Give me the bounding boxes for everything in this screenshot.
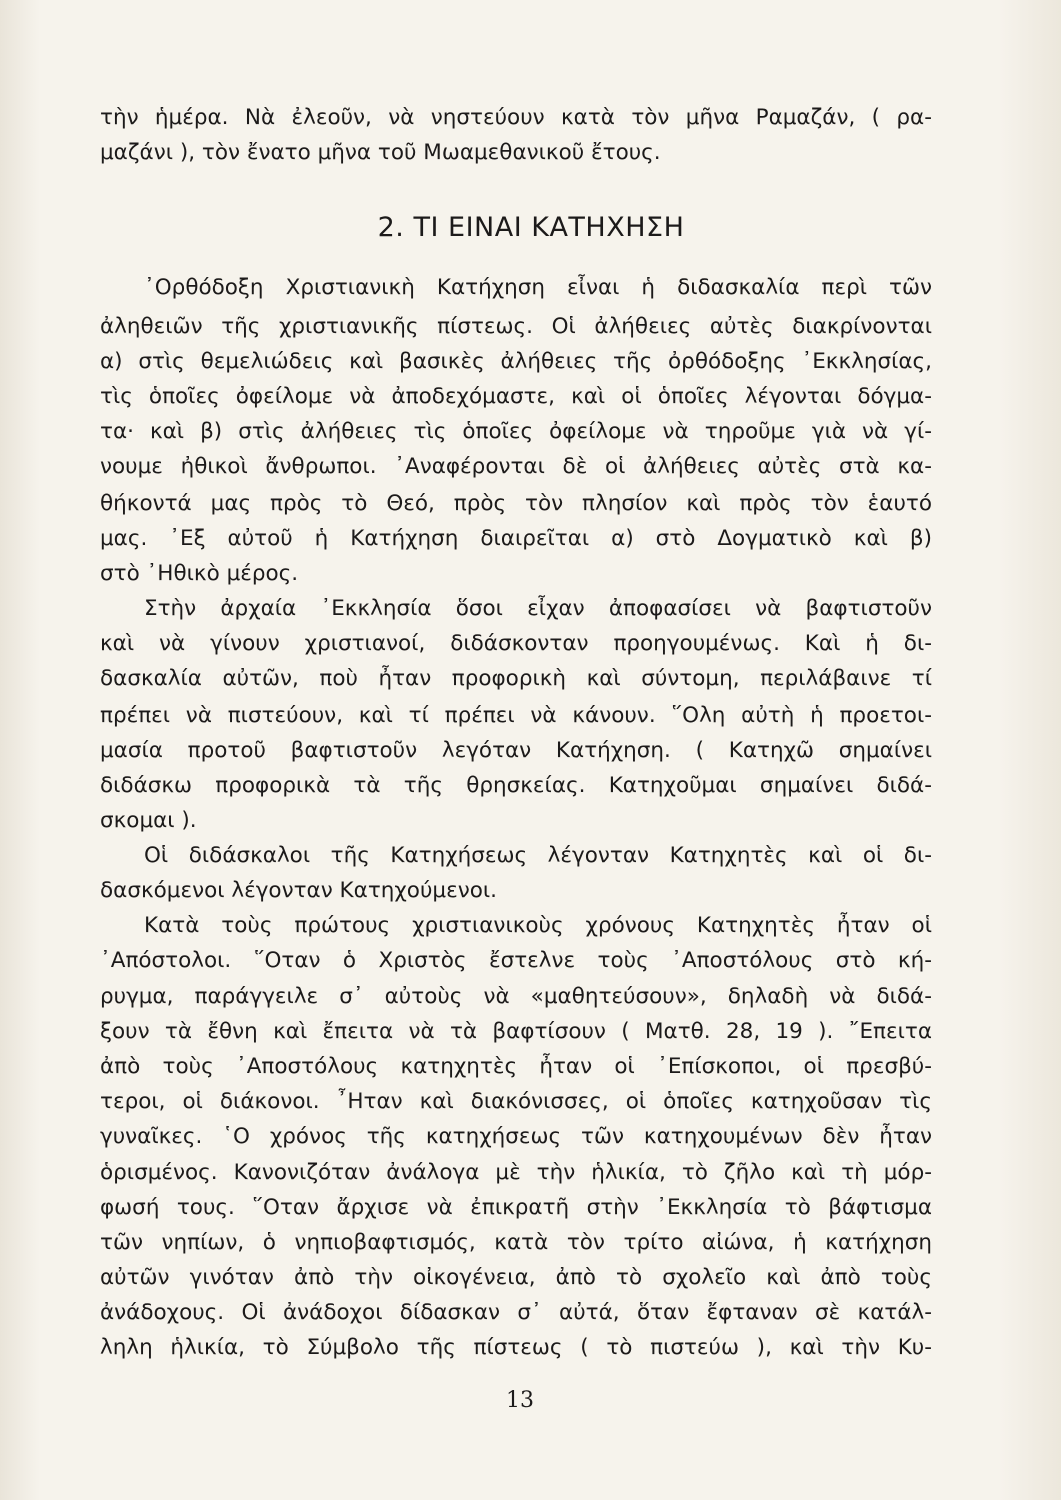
- text-line: αὐτῶν γινόταν ἀπὸ τὴν οἰκογένεια, ἀπὸ τὸ σχολεῖο καὶ ἀπὸ τοὺς: [100, 1265, 932, 1290]
- text-line: ἀνάδοχους. Οἱ ἀνάδοχοι δίδασκαν σ᾽ αὐτά, ὅταν ἔφταναν σὲ κατάλ-: [100, 1300, 932, 1325]
- text-line: μασία προτοῦ βαφτιστοῦν λεγόταν Κατήχηση. ( Κατηχῶ σημαίνει: [100, 738, 932, 763]
- text-line: φωσή τους. ῞Οταν ἄρχισε νὰ ἐπικρατῆ στὴν ᾽Εκκλησία τὸ βάφτισμα: [100, 1195, 932, 1220]
- text-line: πρέπει νὰ πιστεύουν, καὶ τί πρέπει νὰ κάνουν. ῞Ολη αὐτὴ ἡ προετοι-: [100, 703, 932, 728]
- text-line: θήκοντά μας πρὸς τὸ Θεό, πρὸς τὸν πλησίον καὶ πρὸς τὸν ἑαυτό: [100, 491, 932, 516]
- text-line: νουμε ἠθικοὶ ἄνθρωποι. ᾽Αναφέρονται δὲ οἱ ἀλήθειες αὐτὲς στὰ κα-: [100, 454, 932, 479]
- text-line: τῶν νηπίων, ὁ νηπιοβαφτισμός, κατὰ τὸν τρίτο αἰώνα, ἡ κατήχηση: [100, 1230, 932, 1255]
- text-line: τὶς ὁποῖες ὀφείλομε νὰ ἀποδεχόμαστε, καὶ οἱ ὁποῖες λέγονται δόγμα-: [100, 384, 932, 409]
- text-line: στὸ ᾽Ηθικὸ μέρος.: [100, 561, 299, 586]
- text-line: Κατὰ τοὺς πρώτους χριστιανικοὺς χρόνους Κατηχητὲς ἦταν οἱ: [144, 913, 932, 938]
- text-line: μας. ᾽Εξ αὐτοῦ ἡ Κατήχηση διαιρεῖται α) στὸ Δογματικὸ καὶ β): [100, 526, 932, 551]
- text-line: Οἱ διδάσκαλοι τῆς Κατηχήσεως λέγονταν Κατηχητὲς καὶ οἱ δι-: [144, 843, 932, 868]
- section-heading: 2. ΤΙ ΕΙΝΑΙ ΚΑΤΗΧΗΣΗ: [377, 212, 685, 243]
- text-line: μαζάνι ), τὸν ἔνατο μῆνα τοῦ Μωαμεθανικοῦ ἔτους.: [100, 140, 661, 165]
- text-line: ληλη ἡλικία, τὸ Σύμβολο τῆς πίστεως ( τὸ πιστεύω ), καὶ τὴν Κυ-: [100, 1335, 932, 1360]
- text-line: ρυγμα, παράγγειλε σ᾽ αὐτοὺς νὰ «μαθητεύσουν», δηλαδὴ νὰ διδά-: [100, 984, 932, 1009]
- text-line: ᾽Απόστολοι. ῞Οταν ὁ Χριστὸς ἔστελνε τοὺς ᾽Αποστόλους στὸ κή-: [100, 948, 932, 973]
- text-line: γυναῖκες. ῾Ο χρόνος τῆς κατηχήσεως τῶν κατηχουμένων δὲν ἦταν: [100, 1124, 932, 1149]
- text-line: ἀληθειῶν τῆς χριστιανικῆς πίστεως. Οἱ ἀλήθειες αὐτὲς διακρίνονται: [100, 314, 932, 339]
- text-line: Στὴν ἀρχαία ᾽Εκκλησία ὅσοι εἶχαν ἀποφασίσει νὰ βαφτιστοῦν: [144, 596, 932, 621]
- text-line: τα· καὶ β) στὶς ἀλήθειες τὶς ὁποῖες ὀφείλομε νὰ τηροῦμε γιὰ νὰ γί-: [100, 419, 932, 444]
- text-line: σκομαι ).: [100, 808, 197, 833]
- text-line: ἀπὸ τοὺς ᾽Αποστόλους κατηχητὲς ἦταν οἱ ᾽Επίσκοποι, οἱ πρεσβύ-: [100, 1054, 932, 1079]
- text-line: ὁρισμένος. Κανονιζόταν ἀνάλογα μὲ τὴν ἡλικία, τὸ ζῆλο καὶ τὴ μόρ-: [100, 1160, 932, 1185]
- text-line: δασκόμενοι λέγονταν Κατηχούμενοι.: [100, 878, 497, 903]
- text-line: ᾽Ορθόδοξη Χριστιανικὴ Κατήχηση εἶναι ἡ διδασκαλία περὶ τῶν: [144, 275, 932, 300]
- text-line: τεροι, οἱ διάκονοι. ῏Ηταν καὶ διακόνισσες, οἱ ὁποῖες κατηχοῦσαν τὶς: [100, 1089, 932, 1114]
- text-line: α) στὶς θεμελιώδεις καὶ βασικὲς ἀλήθειες τῆς ὀρθόδοξης ᾽Εκκλησίας,: [100, 349, 932, 374]
- page-number: 13: [506, 1388, 534, 1413]
- text-line: καὶ νὰ γίνουν χριστιανοί, διδάσκονταν προηγουμένως. Καὶ ἡ δι-: [100, 631, 932, 656]
- text-line: δασκαλία αὐτῶν, ποὺ ἦταν προφορικὴ καὶ σύντομη, περιλάβαινε τί: [100, 666, 932, 691]
- text-line: τὴν ἡμέρα. Νὰ ἐλεοῦν, νὰ νηστεύουν κατὰ τὸν μῆνα Ραμαζάν, ( ρα-: [100, 105, 932, 130]
- text-line: διδάσκω προφορικὰ τὰ τῆς θρησκείας. Κατηχοῦμαι σημαίνει διδά-: [100, 773, 932, 798]
- text-line: ξουν τὰ ἔθνη καὶ ἔπειτα νὰ τὰ βαφτίσουν ( Ματθ. 28, 19 ). ῎Επειτα: [100, 1019, 932, 1044]
